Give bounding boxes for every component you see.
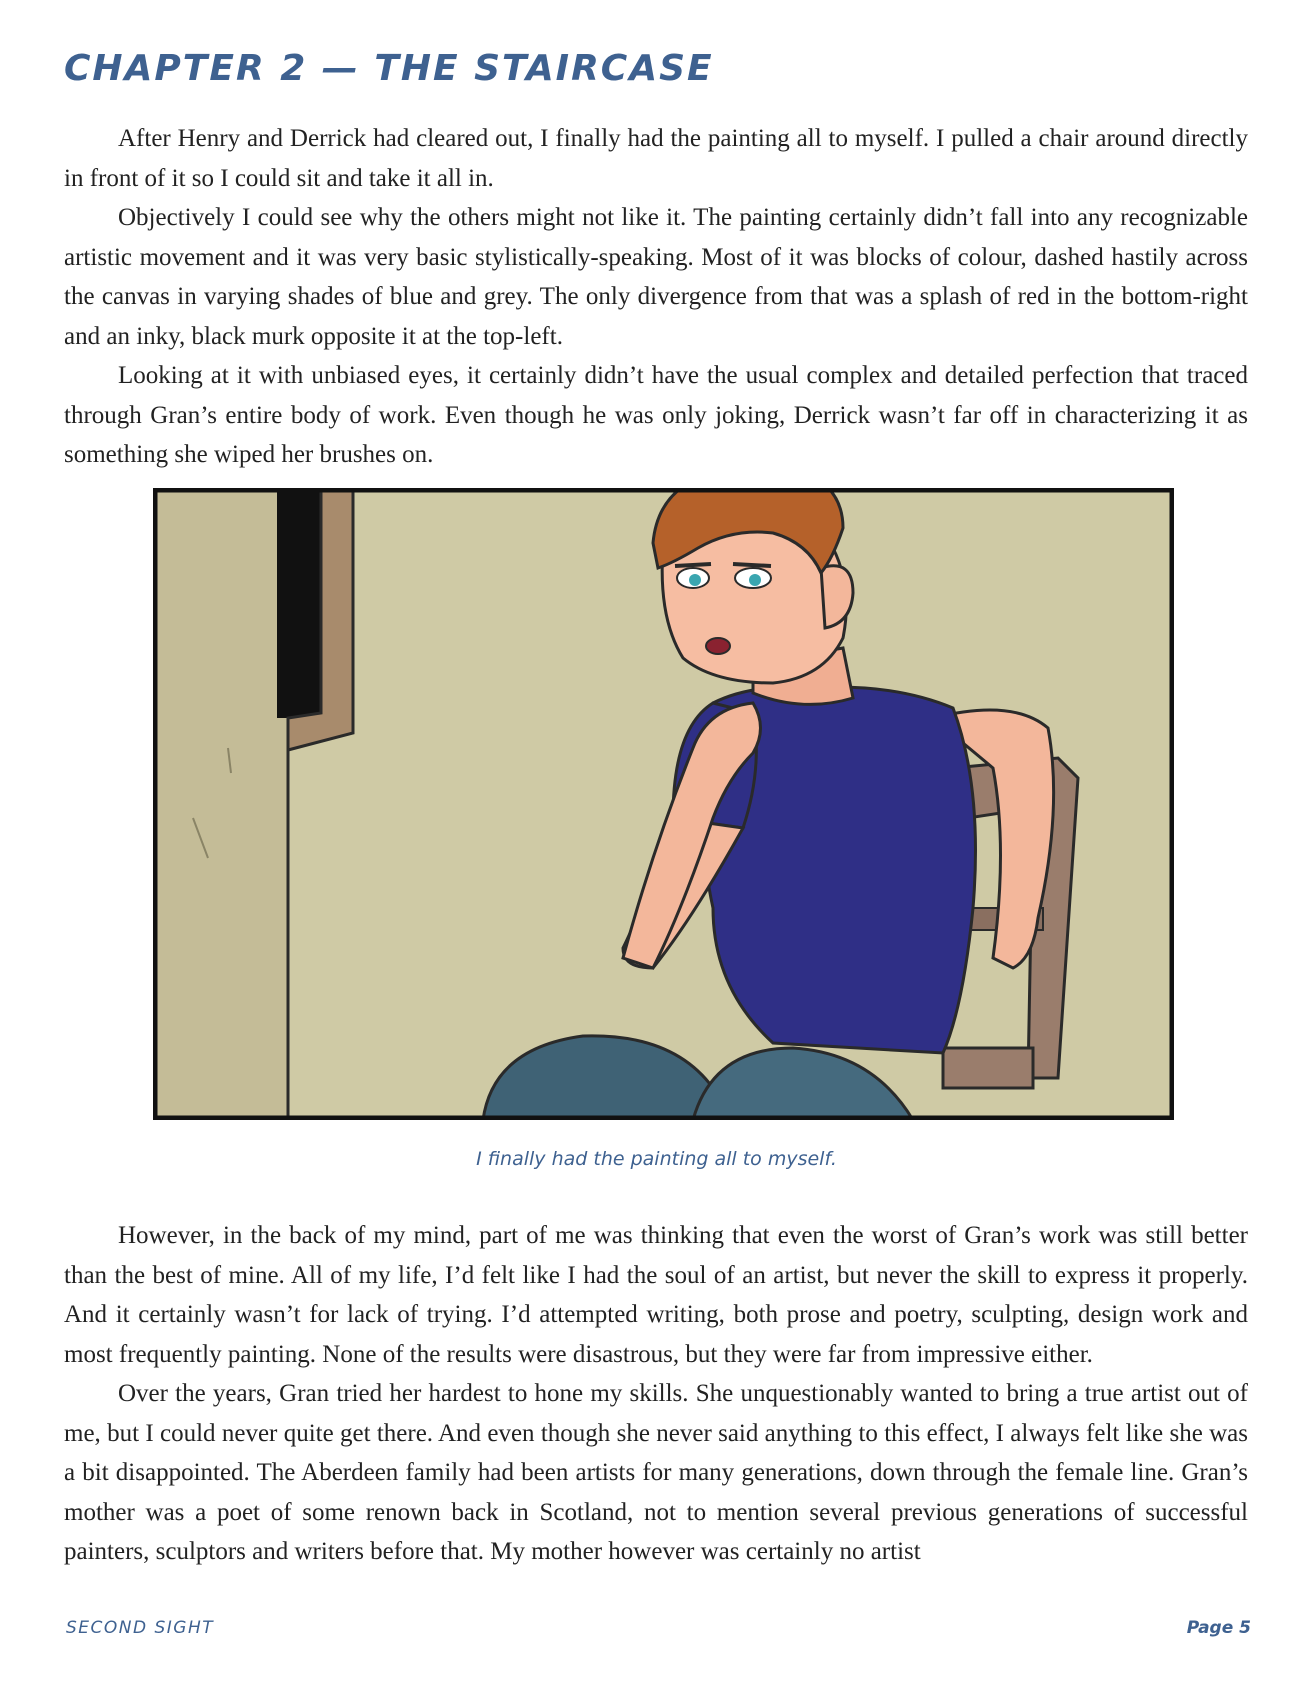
footer-page-number: Page 5: [1186, 1618, 1251, 1638]
body-text-bottom: [64, 1216, 1248, 1572]
paragraph: Over the years, Gran tried her hardest to hone my skills. She unquestionably wanted to bring a true artist out of me, but I could never quite get there. And even though she never said anything to this effect, I always felt like she was a bit disappointed. The Aberdeen family had been artists for many generations, down through the female line. Gran’s mother was a poet of some renown back in Scotland, not to mention several previous generations of successful painters, sculptors and writers before that. My mother however was certainly no artist: [64, 1380, 1248, 1565]
paragraph: Looking at it with unbiased eyes, it certainly didn’t have the usual complex and detailed perfection that traced through Gran’s entire body of work. Even though he was only joking, Derrick wasn’t far off in characterizing it as something she wiped her brushes on.: [64, 362, 1248, 468]
paragraph: After Henry and Derrick had cleared out, I finally had the painting all to myself. I pulled a chair around directly in front of it so I could sit and take it all in.: [64, 125, 1248, 192]
body-text-top: [64, 119, 1248, 475]
footer-book-title: SECOND SIGHT: [66, 1618, 215, 1638]
paragraph: Objectively I could see why the others might not like it. The painting certainly didn’t fall into any recognizable artistic movement and it was very basic stylistically-speaking. Most of it was blocks of colour, dashed hastily across the canvas in varying shades of blue and grey. The only divergence from that was a splash of red in the bottom-right and an inky, black murk opposite it at the top-left.: [64, 204, 1248, 350]
comic-illustration: [153, 488, 1174, 1120]
chapter-title: CHAPTER 2 — THE STAIRCASE: [64, 48, 714, 89]
illustration-caption: I finally had the painting all to myself.: [476, 1148, 837, 1170]
paragraph: However, in the back of my mind, part of me was thinking that even the worst of Gran’s work was still better than the best of mine. All of my life, I’d felt like I had the soul of an artist, but never the skill to express it properly. And it certainly wasn’t for lack of trying. I’d attempted writing, both prose and poetry, sculpting, design work and most frequently painting. None of the results were disastrous, but they were far from impressive either.: [64, 1222, 1248, 1368]
